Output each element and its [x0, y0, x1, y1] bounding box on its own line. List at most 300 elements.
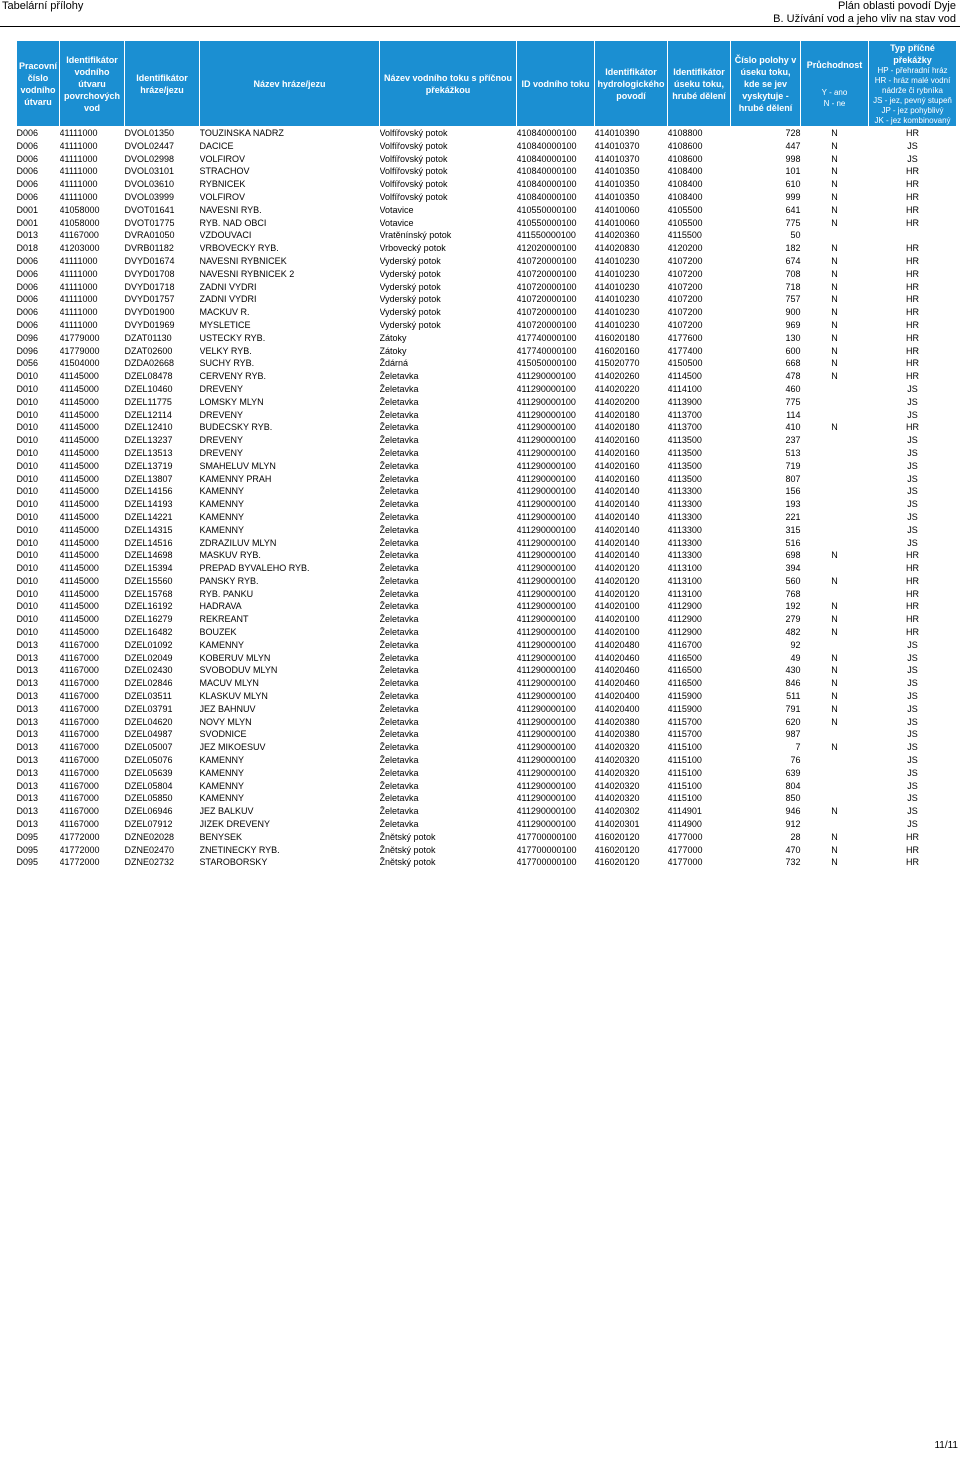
cell-nazev-toku: Želetavka — [379, 588, 419, 599]
cell-cislo-polohy: 912 — [785, 819, 801, 830]
cell-id-utvaru: 41111000 — [59, 307, 98, 318]
cell-typ-prekazky: HR — [906, 255, 919, 266]
cell-pruchodnost: N — [831, 332, 838, 343]
cell-id-toku: 411290000100 — [516, 383, 576, 394]
cell-id-povodi: 414010350 — [594, 166, 640, 177]
cell-id-utvaru: 41145000 — [59, 614, 99, 625]
cell-id-useku: 4177000 — [667, 844, 703, 855]
cell-id-hraze: DZEL14193 — [124, 499, 173, 510]
table-row — [17, 178, 957, 191]
cell-id-hraze: DZEL12114 — [124, 409, 172, 420]
cell-id-utvaru: 41167000 — [59, 793, 99, 804]
cell-nazev-toku: Želetavka — [379, 678, 419, 689]
cell-nazev-hraze: CERVENY RYB. — [199, 371, 267, 382]
cell-pracovni-cislo: D010 — [16, 396, 39, 407]
table-row — [17, 434, 957, 447]
cell-pracovni-cislo: D010 — [16, 422, 39, 433]
cell-id-useku: 4120200 — [667, 243, 703, 254]
cell-id-povodi: 414020140 — [594, 537, 640, 548]
cell-id-toku: 410550000100 — [516, 204, 577, 215]
cell-nazev-hraze: KAMENNY — [199, 767, 245, 778]
cell-nazev-toku: Želetavka — [379, 460, 419, 471]
cell-id-toku: 410720000100 — [516, 307, 577, 318]
cell-id-hraze: DZEL02846 — [124, 678, 173, 689]
cell-typ-prekazky: JS — [907, 435, 918, 446]
cell-nazev-hraze: DACICE — [199, 140, 234, 151]
cell-nazev-hraze: LOMSKY MLYN — [199, 396, 264, 407]
cell-id-useku: 4112900 — [667, 614, 702, 625]
cell-nazev-toku: Želetavka — [379, 614, 419, 625]
cell-nazev-hraze: DREVENY — [199, 409, 244, 420]
cell-cislo-polohy: 668 — [785, 358, 801, 369]
cell-nazev-hraze: SVOBODUV MLYN — [199, 665, 278, 676]
table-header-row — [17, 41, 957, 127]
cell-nazev-toku: Žnětský potok — [379, 831, 436, 842]
cell-nazev-hraze: JEZ MIKOESUV — [199, 742, 266, 753]
table-row — [17, 805, 957, 818]
cell-typ-prekazky: JS — [907, 703, 918, 714]
cell-id-hraze: DVOL03610 — [124, 179, 175, 190]
cell-cislo-polohy: 92 — [790, 639, 801, 650]
cell-id-toku: 411290000100 — [516, 755, 576, 766]
cell-id-povodi: 414020360 — [594, 230, 640, 241]
cell-pracovni-cislo: D006 — [16, 140, 39, 151]
cell-id-utvaru: 41167000 — [59, 742, 99, 753]
cell-id-toku: 417740000100 — [516, 345, 577, 356]
cell-pruchodnost: N — [831, 806, 838, 817]
cell-typ-prekazky: JS — [907, 652, 918, 663]
cell-pruchodnost — [801, 409, 869, 422]
cell-typ-prekazky: JS — [907, 755, 918, 766]
table-row — [17, 447, 957, 460]
cell-pruchodnost — [801, 537, 869, 550]
cell-nazev-hraze: PANSKY RYB. — [199, 575, 259, 586]
cell-id-toku: 411290000100 — [516, 396, 576, 407]
cell-pracovni-cislo: D010 — [16, 563, 39, 574]
cell-id-useku: 4115100 — [667, 742, 702, 753]
cell-cislo-polohy: 987 — [785, 729, 801, 740]
cell-id-povodi: 414020302 — [594, 806, 640, 817]
cell-id-toku: 410720000100 — [516, 281, 577, 292]
cell-pruchodnost — [801, 562, 869, 575]
cell-id-povodi: 414010370 — [594, 140, 640, 151]
cell-id-povodi: 414020480 — [594, 639, 640, 650]
cell-id-hraze: DZNE02732 — [124, 857, 175, 868]
header-id-useku: Identifikátor úseku toku, hrubé dělení — [668, 41, 731, 127]
cell-nazev-toku: Želetavka — [379, 819, 419, 830]
cell-id-povodi: 414020460 — [594, 665, 640, 676]
page-number: 11/11 — [934, 1440, 958, 1451]
cell-id-useku: 4113300 — [667, 537, 702, 548]
cell-id-povodi: 414020160 — [594, 460, 640, 471]
table-row — [17, 511, 957, 524]
cell-id-hraze: DZEL01092 — [124, 639, 173, 650]
cell-nazev-hraze: ZADNI VYDRI — [199, 294, 257, 305]
cell-id-useku: 4115100 — [667, 780, 702, 791]
cell-cislo-polohy: 28 — [790, 831, 801, 842]
cell-typ-prekazky: JS — [907, 460, 918, 471]
table-row — [17, 831, 957, 844]
cell-id-useku: 4150500 — [667, 358, 703, 369]
cell-cislo-polohy: 49 — [790, 652, 801, 663]
cell-id-useku: 4114900 — [667, 819, 702, 830]
table-row — [17, 217, 957, 230]
cell-id-hraze: DZEL08478 — [124, 371, 173, 382]
cell-typ-prekazky: JS — [907, 473, 918, 484]
cell-id-useku: 4113700 — [667, 422, 702, 433]
cell-id-povodi: 415020770 — [594, 358, 640, 369]
cell-id-toku: 411290000100 — [516, 601, 576, 612]
header-id-vodniho-utvaru: Identifikátor vodního útvaru povrchových vod — [60, 41, 125, 127]
cell-pracovni-cislo: D013 — [16, 716, 39, 727]
cell-id-useku: 4115500 — [667, 230, 702, 241]
cell-cislo-polohy: 999 — [785, 191, 801, 202]
cell-id-povodi: 414020400 — [594, 691, 640, 702]
cell-id-hraze: DVOL02447 — [124, 140, 175, 151]
cell-id-povodi: 414010230 — [594, 281, 640, 292]
cell-id-useku: 4113300 — [667, 524, 702, 535]
cell-id-useku: 4113900 — [667, 396, 702, 407]
cell-id-useku: 4113700 — [667, 409, 702, 420]
cell-id-toku: 411290000100 — [516, 780, 576, 791]
cell-typ-prekazky: HR — [906, 575, 919, 586]
cell-id-useku: 4108400 — [667, 191, 703, 202]
cell-id-useku: 4115900 — [667, 691, 702, 702]
cell-id-toku: 411290000100 — [516, 473, 576, 484]
cell-cislo-polohy: 719 — [785, 460, 801, 471]
cell-pracovni-cislo: D095 — [16, 831, 39, 842]
cell-cislo-polohy: 775 — [785, 217, 801, 228]
cell-nazev-hraze: MACKUV R. — [199, 307, 250, 318]
cell-id-hraze: DZEL10460 — [124, 383, 173, 394]
cell-id-utvaru: 41111000 — [59, 294, 98, 305]
cell-typ-prekazky: JS — [907, 806, 918, 817]
cell-cislo-polohy: 900 — [785, 307, 801, 318]
table-row — [17, 204, 957, 217]
cell-id-povodi: 414020180 — [594, 422, 640, 433]
table-row — [17, 767, 957, 780]
cell-nazev-toku: Želetavka — [379, 383, 419, 394]
cell-id-toku: 410840000100 — [516, 166, 577, 177]
cell-id-utvaru: 41145000 — [59, 575, 99, 586]
cell-nazev-toku: Želetavka — [379, 627, 419, 638]
cell-nazev-toku: Želetavka — [379, 473, 419, 484]
cell-id-povodi: 414020160 — [594, 447, 640, 458]
cell-id-hraze: DVYD01969 — [124, 319, 175, 330]
cell-id-useku: 4108600 — [667, 153, 703, 164]
cell-nazev-toku: Želetavka — [379, 550, 419, 561]
cell-typ-prekazky: JS — [907, 153, 918, 164]
cell-pracovni-cislo: D006 — [16, 268, 39, 279]
cell-id-hraze: DZEL13513 — [124, 447, 173, 458]
cell-pracovni-cislo: D096 — [16, 332, 39, 343]
cell-pracovni-cislo: D010 — [16, 588, 39, 599]
cell-id-povodi: 416020180 — [594, 332, 640, 343]
cell-nazev-hraze: SVODNICE — [199, 729, 247, 740]
cell-nazev-toku: Vyderský potok — [379, 294, 441, 305]
cell-cislo-polohy: 156 — [785, 486, 801, 497]
cell-nazev-toku: Želetavka — [379, 435, 419, 446]
cell-id-useku: 4177600 — [667, 332, 703, 343]
cell-nazev-hraze: VELKY RYB. — [199, 345, 252, 356]
cell-id-utvaru: 41111000 — [59, 166, 98, 177]
table-row — [17, 460, 957, 473]
cell-cislo-polohy: 791 — [785, 703, 801, 714]
cell-id-utvaru: 41167000 — [59, 767, 99, 778]
cell-nazev-hraze: BUDECSKY RYB. — [199, 422, 273, 433]
cell-nazev-hraze: RYB. PANKU — [199, 588, 254, 599]
cell-id-povodi: 414020160 — [594, 435, 640, 446]
cell-id-hraze: DZEL05850 — [124, 793, 173, 804]
cell-pracovni-cislo: D013 — [16, 742, 39, 753]
cell-typ-prekazky: HR — [906, 550, 919, 561]
cell-typ-prekazky: JS — [907, 691, 918, 702]
typ-legend-jk: JK - jez kombinovaný — [874, 115, 951, 125]
cell-nazev-hraze: ZNETINECKY RYB. — [199, 844, 280, 855]
table-row — [17, 345, 957, 358]
cell-cislo-polohy: 757 — [785, 294, 801, 305]
cell-pruchodnost: N — [831, 191, 838, 202]
cell-pracovni-cislo: D013 — [16, 230, 39, 241]
cell-cislo-polohy: 410 — [785, 422, 801, 433]
cell-id-utvaru: 41145000 — [59, 537, 99, 548]
cell-id-useku: 4113500 — [667, 447, 702, 458]
cell-nazev-toku: Vyderský potok — [379, 255, 441, 266]
cell-typ-prekazky: JS — [907, 499, 918, 510]
cell-id-toku: 411290000100 — [516, 371, 576, 382]
cell-typ-prekazky: HR — [906, 307, 919, 318]
cell-id-useku: 4107200 — [667, 307, 703, 318]
cell-id-hraze: DZEL03511 — [124, 691, 172, 702]
cell-pracovni-cislo: D013 — [16, 729, 39, 740]
cell-cislo-polohy: 946 — [785, 806, 801, 817]
cell-pruchodnost: N — [831, 575, 838, 586]
cell-typ-prekazky: JS — [907, 383, 918, 394]
cell-nazev-hraze: DREVENY — [199, 447, 244, 458]
cell-id-toku: 411290000100 — [516, 575, 576, 586]
cell-pruchodnost: N — [831, 268, 838, 279]
cell-id-hraze: DZEL14698 — [124, 550, 173, 561]
cell-id-hraze: DVYD01757 — [124, 294, 175, 305]
cell-id-utvaru: 41167000 — [59, 716, 99, 727]
cell-pracovni-cislo: D013 — [16, 806, 39, 817]
cell-typ-prekazky: JS — [907, 486, 918, 497]
cell-id-useku: 4177000 — [667, 831, 703, 842]
cell-id-utvaru: 41145000 — [59, 473, 99, 484]
table-row — [17, 613, 957, 626]
cell-nazev-hraze: VOLFIROV — [199, 191, 246, 202]
cell-id-utvaru: 41167000 — [59, 652, 99, 663]
cell-id-useku: 4116700 — [667, 639, 702, 650]
cell-id-hraze: DVOL03999 — [124, 191, 175, 202]
cell-cislo-polohy: 768 — [785, 588, 801, 599]
cell-id-useku: 4113500 — [667, 473, 702, 484]
cell-id-utvaru: 41111000 — [59, 255, 98, 266]
cell-pruchodnost — [801, 639, 869, 652]
table-row — [17, 703, 957, 716]
cell-id-hraze: DZEL05639 — [124, 767, 173, 778]
table-row — [17, 677, 957, 690]
cell-id-toku: 411290000100 — [516, 742, 576, 753]
cell-nazev-toku: Želetavka — [379, 665, 419, 676]
cell-nazev-toku: Želetavka — [379, 396, 419, 407]
cell-pruchodnost: N — [831, 371, 838, 382]
cell-id-utvaru: 41779000 — [59, 345, 100, 356]
cell-pracovni-cislo: D010 — [16, 473, 39, 484]
cell-nazev-hraze: HADRAVA — [199, 601, 242, 612]
cell-id-povodi: 416020120 — [594, 831, 640, 842]
cell-pruchodnost: N — [831, 422, 838, 433]
cell-pruchodnost: N — [831, 601, 838, 612]
cell-id-useku: 4115100 — [667, 767, 702, 778]
cell-nazev-toku: Želetavka — [379, 742, 419, 753]
header-divider — [0, 26, 960, 27]
cell-cislo-polohy: 192 — [785, 601, 801, 612]
cell-pracovni-cislo: D006 — [16, 191, 39, 202]
cell-id-povodi: 414020120 — [594, 575, 640, 586]
cell-nazev-hraze: MASKUV RYB. — [199, 550, 261, 561]
table-row — [17, 242, 957, 255]
cell-id-toku: 417740000100 — [516, 332, 577, 343]
cell-id-povodi: 414020140 — [594, 486, 640, 497]
cell-id-utvaru: 41167000 — [59, 678, 99, 689]
cell-pruchodnost — [801, 754, 869, 767]
header-id-hraze: Identifikátor hráze/jezu — [125, 41, 200, 127]
cell-nazev-toku: Volfířovský potok — [379, 166, 448, 177]
cell-id-toku: 411290000100 — [516, 588, 576, 599]
cell-nazev-hraze: RYB. NAD OBCI — [199, 217, 267, 228]
cell-nazev-toku: Želetavka — [379, 780, 419, 791]
cell-id-utvaru: 41772000 — [59, 844, 100, 855]
cell-id-useku: 4116500 — [667, 678, 702, 689]
cell-id-useku: 4113100 — [667, 563, 702, 574]
cell-nazev-toku: Volfířovský potok — [379, 153, 448, 164]
cell-id-utvaru: 41111000 — [59, 128, 98, 138]
cell-cislo-polohy: 482 — [785, 627, 801, 638]
cell-typ-prekazky: HR — [906, 588, 919, 599]
cell-id-toku: 411290000100 — [516, 511, 576, 522]
cell-pruchodnost — [801, 818, 869, 831]
cell-typ-prekazky: HR — [906, 166, 919, 177]
cell-id-hraze: DVRB01182 — [124, 243, 174, 254]
header-typ-prekazky — [869, 41, 957, 127]
cell-pracovni-cislo: D013 — [16, 665, 39, 676]
cell-typ-prekazky: JS — [907, 729, 918, 740]
cell-id-povodi: 414020100 — [594, 601, 640, 612]
table-row — [17, 409, 957, 422]
cell-pracovni-cislo: D006 — [16, 153, 39, 164]
table-row — [17, 191, 957, 204]
table-row — [17, 421, 957, 434]
cell-id-povodi: 414020400 — [594, 703, 640, 714]
table-row — [17, 485, 957, 498]
cell-id-useku: 4107200 — [667, 319, 703, 330]
cell-nazev-hraze: KAMENNY — [199, 780, 245, 791]
cell-id-toku: 417700000100 — [516, 844, 577, 855]
cell-cislo-polohy: 101 — [785, 166, 801, 177]
cell-pruchodnost — [801, 792, 869, 805]
table-row — [17, 664, 957, 677]
table-row — [17, 780, 957, 793]
cell-nazev-toku: Vyderský potok — [379, 268, 441, 279]
cell-nazev-toku: Votavice — [379, 217, 414, 228]
cell-nazev-hraze: KAMENNY — [199, 755, 245, 766]
cell-id-useku: 4115700 — [667, 729, 702, 740]
cell-id-toku: 411290000100 — [516, 614, 576, 625]
cell-id-povodi: 414010230 — [594, 268, 640, 279]
cell-id-toku: 417700000100 — [516, 831, 577, 842]
cell-id-useku: 4108600 — [667, 140, 703, 151]
table-row — [17, 818, 957, 831]
cell-id-useku: 4107200 — [667, 255, 703, 266]
cell-pracovni-cislo: D006 — [16, 128, 39, 138]
cell-id-povodi: 414010230 — [594, 307, 640, 318]
cell-nazev-hraze: PREPAD BYVALEHO RYB. — [199, 563, 310, 574]
cell-pracovni-cislo: D095 — [16, 857, 39, 868]
cell-typ-prekazky: JS — [907, 524, 918, 535]
cell-typ-prekazky: JS — [907, 537, 918, 548]
cell-nazev-hraze: VZDOUVACI — [199, 230, 252, 241]
cell-pracovni-cislo: D010 — [16, 435, 39, 446]
cell-id-povodi: 414010230 — [594, 294, 640, 305]
cell-id-hraze: DZEL14156 — [124, 486, 173, 497]
cell-nazev-toku: Želetavka — [379, 755, 419, 766]
cell-cislo-polohy: 639 — [785, 767, 801, 778]
cell-cislo-polohy: 394 — [785, 563, 801, 574]
cell-id-utvaru: 41145000 — [59, 486, 99, 497]
cell-cislo-polohy: 804 — [785, 780, 801, 791]
table-row — [17, 306, 957, 319]
cell-id-hraze: DZEL16482 — [124, 627, 173, 638]
cell-pruchodnost: N — [831, 179, 838, 190]
cell-pruchodnost — [801, 524, 869, 537]
cell-typ-prekazky: HR — [906, 294, 919, 305]
cell-id-toku: 415050000100 — [516, 358, 577, 369]
cell-id-utvaru: 41145000 — [59, 447, 99, 458]
cell-id-hraze: DZEL13807 — [124, 473, 173, 484]
cell-pruchodnost: N — [831, 140, 838, 151]
table-row — [17, 319, 957, 332]
cell-nazev-toku: Želetavka — [379, 422, 419, 433]
cell-id-utvaru: 41145000 — [59, 563, 99, 574]
cell-pracovni-cislo: D018 — [16, 243, 39, 254]
cell-pruchodnost: N — [831, 691, 838, 702]
table-row — [17, 281, 957, 294]
cell-typ-prekazky: HR — [906, 601, 919, 612]
cell-pracovni-cislo: D006 — [16, 255, 39, 266]
cell-cislo-polohy: 182 — [785, 243, 801, 254]
cell-id-hraze: DZEL15768 — [124, 588, 173, 599]
cell-id-utvaru: 41167000 — [59, 806, 99, 817]
plan-title: Plán oblasti povodí Dyje — [837, 0, 956, 12]
cell-id-utvaru: 41167000 — [59, 819, 99, 830]
cell-cislo-polohy: 708 — [785, 268, 801, 279]
cell-id-toku: 411290000100 — [516, 627, 576, 638]
cell-id-useku: 4177000 — [667, 857, 703, 868]
cell-id-toku: 411290000100 — [516, 716, 576, 727]
cell-nazev-toku: Želetavka — [379, 575, 419, 586]
table-row — [17, 524, 957, 537]
cell-id-useku: 4113500 — [667, 460, 702, 471]
cell-id-hraze: DZEL15560 — [124, 575, 173, 586]
cell-cislo-polohy: 478 — [785, 371, 801, 382]
cell-nazev-hraze: KOBERUV MLYN — [199, 652, 271, 663]
cell-typ-prekazky: JS — [907, 447, 918, 458]
cell-typ-prekazky: HR — [906, 422, 919, 433]
cell-nazev-toku: Vyderský potok — [379, 307, 441, 318]
cell-pruchodnost — [801, 767, 869, 780]
cell-nazev-toku: Želetavka — [379, 639, 419, 650]
